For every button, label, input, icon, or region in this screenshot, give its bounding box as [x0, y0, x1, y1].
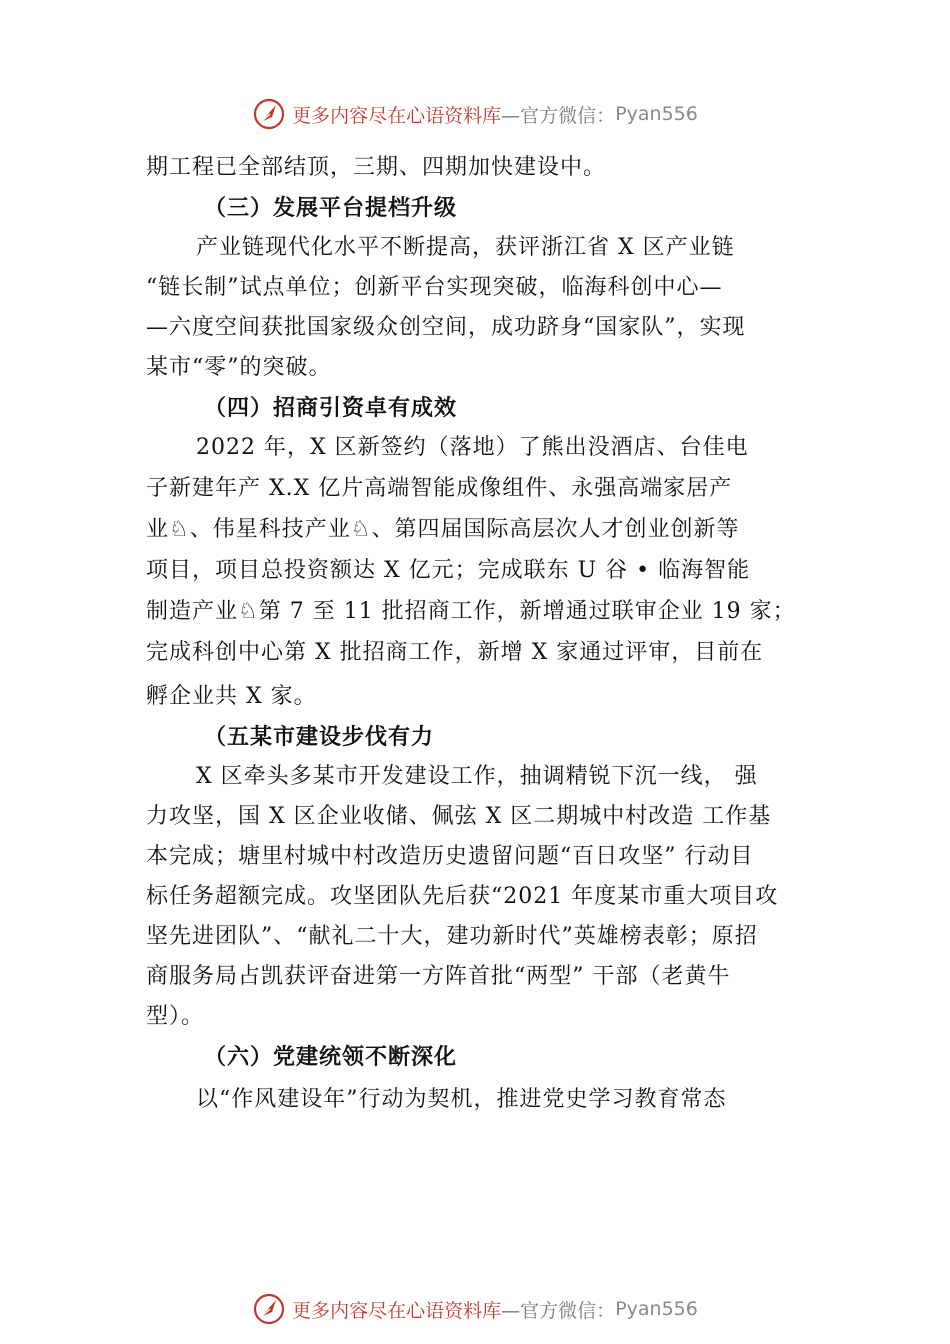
banner-gray-text: —官方微信：: [501, 1299, 616, 1322]
paragraph-line: 期工程已全部结顶，三期、四期加快建设中。: [146, 155, 607, 180]
paragraph-line: 完成科创中心第 X 批招商工作，新增 X 家通过评审，目前在: [146, 640, 764, 665]
paragraph-line: 商服务局占凯获评奋进第一方阵首批“两型” 干部（老黄牛: [146, 964, 731, 989]
feather-logo-icon: [252, 97, 286, 131]
paragraph-line: 制造产业♘第 7 至 11 批招商工作，新增通过联审企业 19 家；: [146, 599, 796, 624]
paragraph-line: 本完成；塘里村城中村改造历史遗留问题“百日攻坚” 行动目: [146, 844, 754, 869]
banner-account: Pyan556: [615, 1298, 698, 1320]
paragraph-line: 型）。: [146, 1004, 205, 1029]
paragraph-line: 项目，项目总投资额达 X 亿元；完成联东 U 谷 • 临海智能: [146, 558, 751, 583]
paragraph-line: 力攻坚，国 X 区企业收储、佩弦 X 区二期城中村改造 工作基: [146, 804, 772, 829]
banner-account: Pyan556: [615, 103, 698, 125]
paragraph-line: 某市“零”的突破。: [146, 355, 332, 380]
footer-banner: [0, 1289, 950, 1329]
paragraph-line: 业♘、伟星科技产业♘、第四届国际高层次人才创业创新等: [146, 517, 740, 542]
banner-red-text: 更多内容尽在心语资料库: [292, 1299, 502, 1322]
paragraph-line: 以“作风建设年”行动为契机，推进党史学习教育常态: [196, 1087, 727, 1112]
feather-logo-icon: [252, 1292, 286, 1326]
section-heading: （五某市建设步伐有力: [204, 724, 435, 750]
section-heading: （三）发展平台提档升级: [204, 195, 458, 221]
header-banner: [0, 94, 950, 134]
paragraph-line: 产业链现代化水平不断提高，获评浙江省 X 区产业链: [196, 235, 735, 260]
paragraph-line: 坚先进团队”、“献礼二十大，建功新时代”英雄榜表彰；原招: [146, 924, 758, 949]
document-body: [146, 148, 814, 1120]
paragraph-line: —六度空间获批国家级众创空间，成功跻身“国家队”，实现: [146, 315, 746, 340]
banner-red-text: 更多内容尽在心语资料库: [292, 104, 502, 127]
paragraph-line: 孵企业共 X 家。: [146, 684, 317, 709]
section-heading: （四）招商引资卓有成效: [204, 395, 458, 421]
banner-gray-text: —官方微信：: [501, 104, 616, 127]
paragraph-line: “链长制”试点单位；创新平台实现突破，临海科创中心—: [146, 275, 723, 300]
paragraph-line: X 区牵头多某市开发建设工作，抽调精锐下沉一线， 强: [196, 764, 758, 789]
paragraph-line: 标任务超额完成。攻坚团队先后获“2021 年度某市重大项目攻: [146, 884, 779, 909]
paragraph-line: 子新建年产 X.X 亿片高端智能成像组件、永强高端家居产: [146, 476, 733, 501]
section-heading: （六）党建统领不断深化: [204, 1044, 458, 1070]
paragraph-line: 2022 年，X 区新签约（落地）了熊出没酒店、台佳电: [196, 435, 749, 460]
